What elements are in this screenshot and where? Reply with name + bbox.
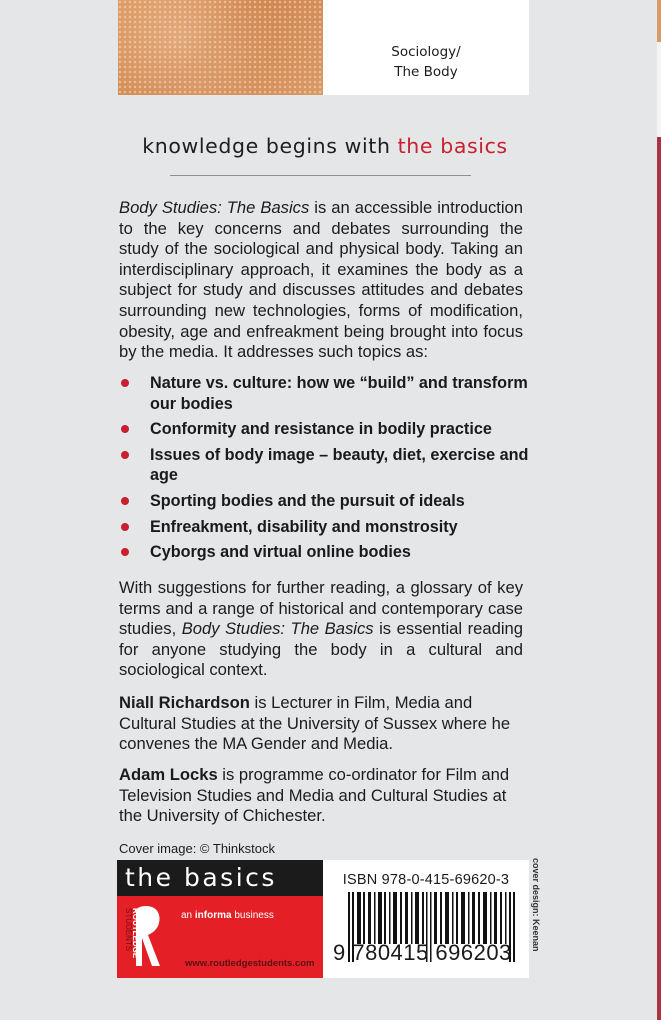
bullet-icon [121,497,129,505]
author-bio: Adam Locks is programme co-ordinator for Film and Television Studies and Media and Cultural Studies at the University of Chichester. [119,765,510,826]
author-bio: Niall Richardson is Lecturer in Film, Media and Cultural Studies at the University of Sussex where he convenes the MA Gender and Media. [119,693,511,754]
bullet-icon [121,523,129,531]
subject-label [323,42,529,82]
list-item: Enfreakment, disability and monstrosity [119,517,529,538]
series-logo-block [117,860,323,978]
routledge-students-logo-icon [124,902,164,970]
cover-design-credit: cover design: Keenan [531,858,541,952]
svg-text:ROUTLEDGE: ROUTLEDGE [131,908,140,959]
publisher-panel [117,896,323,978]
list-item: Nature vs. culture: how we “build” and transform our bodies [119,373,529,414]
book-title: Body Studies: The Basics [119,198,310,217]
bullet-icon [121,451,129,459]
barcode-digits: 9 780415 696203 [333,940,512,965]
closing-paragraph: With suggestions for further reading, a glossary of key terms and a range of historical and contemporary case studies, Body Studies: The Basics is essential reading for anyone studying the body in a cultural and sociological context. [119,578,523,680]
barcode-block [323,860,529,978]
series-name: the basics [117,860,323,896]
list-item: Cyborgs and virtual online bodies [119,542,529,563]
svg-text:STUDENTS: STUDENTS [124,908,133,952]
intro-paragraph: Body Studies: The Basics is an accessible introduction to the key concerns and debates surrounding the study of the sociological and physical body. Taking an interdisciplinary approach, it examines the body as a subject for study and discusses attitudes and debates surrounding new technologies, forms of modification, obesity, age and enfreakment being brought into focus by the media. It addresses such topics as: [119,198,523,362]
series-tagline [110,134,540,158]
tagline-prefix: knowledge begins with [142,134,398,158]
tagline-highlight: the basics [397,134,508,158]
bullet-icon [121,379,129,387]
subject-line-2: The Body [394,64,458,80]
subject-panel [323,0,529,95]
bullet-icon [121,425,129,433]
book-title: Body Studies: The Basics [181,619,374,639]
isbn-label: ISBN 978-0-415-69620-3 [342,872,510,888]
topic-list [119,373,529,568]
publisher-url[interactable]: www.routledgestudents.com [185,958,315,969]
cover-skin-image [118,0,323,95]
informa-tagline: an informa business [181,910,274,921]
author-name: Adam Locks [119,765,218,784]
cover-image-credit: Cover image: © Thinkstock [119,841,276,856]
list-item: Sporting bodies and the pursuit of ideals [119,491,529,512]
subject-line-1: Sociology/ [391,44,461,60]
list-item: Issues of body image – beauty, diet, exercise and age [119,445,529,486]
spine-edge [657,0,661,1020]
author-name: Niall Richardson [119,693,250,712]
list-item: Conformity and resistance in bodily practice [119,419,529,440]
bullet-icon [121,548,129,556]
divider [170,175,471,176]
